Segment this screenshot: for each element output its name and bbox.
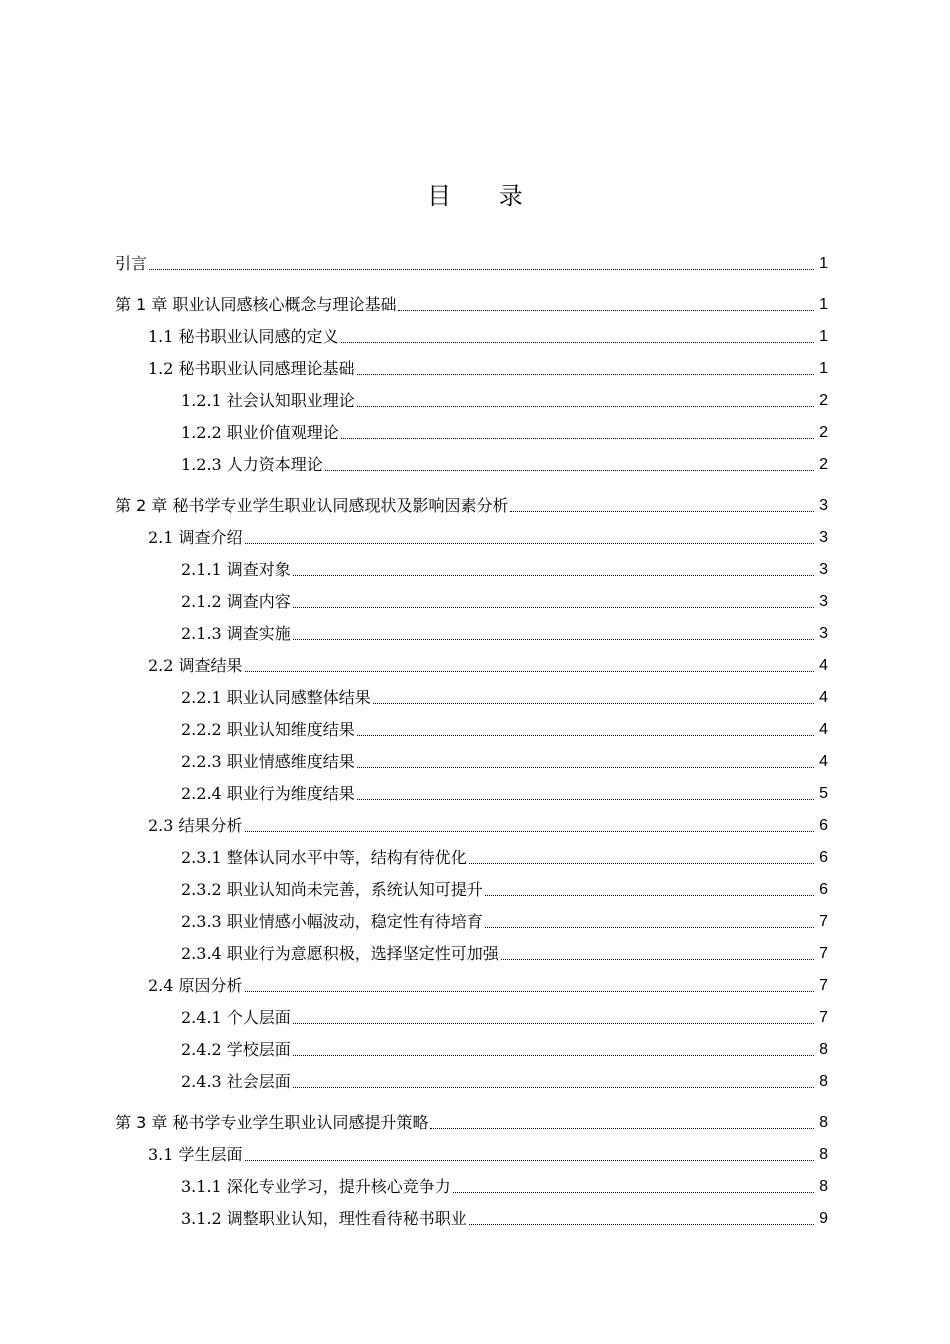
toc-entry-label: 2.4 原因分析 — [148, 976, 243, 995]
toc-entry[interactable] — [181, 843, 828, 869]
toc-entry-page-number: 2 — [819, 456, 828, 473]
toc-entry-label: 2.3 结果分析 — [148, 816, 243, 835]
toc-entry[interactable] — [148, 811, 828, 837]
toc-entry-label: 2.1.2 调查内容 — [181, 592, 291, 611]
toc-entry[interactable] — [148, 651, 828, 677]
toc-dot-leader — [293, 606, 814, 608]
toc-entry-page-number: 8 — [819, 1146, 828, 1163]
toc-dot-leader — [293, 1054, 814, 1056]
toc-entry-label: 2.4.3 社会层面 — [181, 1072, 291, 1091]
toc-entry-page-number: 4 — [819, 753, 828, 770]
toc-entry-page-number: 6 — [819, 881, 828, 898]
toc-entry-page-number: 8 — [819, 1073, 828, 1090]
toc-entry-label: 2.4.1 个人层面 — [181, 1008, 291, 1027]
toc-entry[interactable] — [148, 523, 828, 549]
toc-dot-leader — [453, 1191, 814, 1193]
toc-entry-label: 2.3.1 整体认同水平中等，结构有待优化 — [181, 848, 467, 867]
toc-entry-page-number: 7 — [819, 913, 828, 930]
toc-entry[interactable] — [181, 779, 828, 805]
toc-entry[interactable] — [148, 971, 828, 997]
toc-dot-leader — [469, 1223, 814, 1225]
toc-entry-label: 2.2.1 职业认同感整体结果 — [181, 688, 371, 707]
toc-entry-page-number: 1 — [819, 360, 828, 377]
toc-entry[interactable] — [181, 1003, 828, 1029]
toc-entry-label: 1.2.2 职业价值观理论 — [181, 423, 339, 442]
toc-dot-leader — [357, 373, 814, 375]
toc-entry-page-number: 6 — [819, 817, 828, 834]
toc-entry-label: 3.1 学生层面 — [148, 1145, 243, 1164]
toc-entry[interactable] — [181, 450, 828, 476]
toc-entry-label: 2.2 调查结果 — [148, 656, 243, 675]
toc-entry-label: 2.2.3 职业情感维度结果 — [181, 752, 355, 771]
toc-entry-label: 第 2 章 秘书学专业学生职业认同感现状及影响因素分析 — [115, 496, 509, 515]
toc-entry-page-number: 1 — [819, 255, 828, 272]
toc-entry-page-number: 4 — [819, 689, 828, 706]
toc-entry-page-number: 4 — [819, 721, 828, 738]
toc-entry-label: 引言 — [115, 254, 148, 273]
toc-entry-page-number: 5 — [819, 785, 828, 802]
toc-dot-leader — [430, 1127, 814, 1129]
toc-entry-page-number: 3 — [819, 593, 828, 610]
toc-entry[interactable] — [181, 1067, 828, 1093]
toc-dot-leader — [398, 309, 814, 311]
page-title: 目 录 — [427, 182, 543, 210]
toc-dot-leader — [293, 1022, 814, 1024]
toc-entry[interactable] — [115, 491, 828, 517]
toc-entry-label: 3.1.2 调整职业认知，理性看待秘书职业 — [181, 1209, 467, 1228]
toc-entry[interactable] — [181, 587, 828, 613]
toc-entry[interactable] — [148, 354, 828, 380]
toc-entry-label: 2.2.2 职业认知维度结果 — [181, 720, 355, 739]
toc-entry[interactable] — [181, 683, 828, 709]
toc-entry[interactable] — [148, 1140, 828, 1166]
toc-entry-label: 2.4.2 学校层面 — [181, 1040, 291, 1059]
toc-entry[interactable] — [181, 875, 828, 901]
toc-entry-label: 2.3.4 职业行为意愿积极，选择坚定性可加强 — [181, 944, 499, 963]
toc-dot-leader — [357, 734, 814, 736]
toc-entry-page-number: 7 — [819, 977, 828, 994]
toc-entry-page-number: 3 — [819, 625, 828, 642]
toc-dot-leader — [501, 958, 814, 960]
toc-dot-leader — [245, 542, 814, 544]
toc-entry[interactable] — [181, 715, 828, 741]
toc-entry-label: 2.3.2 职业认知尚未完善，系统认知可提升 — [181, 880, 483, 899]
toc-entry[interactable] — [181, 555, 828, 581]
toc-dot-leader — [357, 405, 814, 407]
toc-entry-label: 第 3 章 秘书学专业学生职业认同感提升策略 — [115, 1113, 429, 1132]
toc-dot-leader — [245, 1159, 814, 1161]
toc-entry[interactable] — [181, 619, 828, 645]
toc-entry-page-number: 2 — [819, 424, 828, 441]
toc-dot-leader — [293, 638, 814, 640]
toc-entry-label: 1.2 秘书职业认同感理论基础 — [148, 359, 355, 378]
toc-entry-page-number: 1 — [819, 296, 828, 313]
toc-entry-label: 第 1 章 职业认同感核心概念与理论基础 — [115, 295, 397, 314]
toc-entry-label: 2.2.4 职业行为维度结果 — [181, 784, 355, 803]
toc-dot-leader — [245, 990, 814, 992]
toc-dot-leader — [373, 702, 814, 704]
toc-dot-leader — [510, 510, 814, 512]
toc-entry-page-number: 8 — [819, 1041, 828, 1058]
toc-dot-leader — [245, 830, 814, 832]
toc-entry-page-number: 8 — [819, 1178, 828, 1195]
toc-dot-leader — [485, 894, 814, 896]
toc-entry-page-number: 2 — [819, 392, 828, 409]
toc-dot-leader — [245, 670, 814, 672]
toc-entry[interactable] — [115, 290, 828, 316]
toc-entry-page-number: 7 — [819, 1009, 828, 1026]
toc-dot-leader — [469, 862, 814, 864]
toc-dot-leader — [485, 926, 814, 928]
toc-entry[interactable] — [181, 939, 828, 965]
toc-dot-leader — [293, 1086, 814, 1088]
toc-dot-leader — [341, 437, 814, 439]
toc-entry-page-number: 7 — [819, 945, 828, 962]
toc-entry-label: 2.1.1 调查对象 — [181, 560, 291, 579]
toc-entry-page-number: 9 — [819, 1210, 828, 1227]
toc-dot-leader — [293, 574, 814, 576]
toc-entry-page-number: 3 — [819, 497, 828, 514]
toc-entry-page-number: 1 — [819, 328, 828, 345]
toc-entry-label: 2.1.3 调查实施 — [181, 624, 291, 643]
toc-entry[interactable] — [115, 1108, 828, 1134]
toc-entry-label: 1.2.1 社会认知职业理论 — [181, 391, 355, 410]
toc-entry-label: 2.1 调查介绍 — [148, 528, 243, 547]
toc-dot-leader — [325, 469, 814, 471]
toc-entry[interactable] — [181, 386, 828, 412]
toc-entry[interactable] — [115, 249, 828, 275]
toc-dot-leader — [341, 341, 814, 343]
toc-entry[interactable] — [181, 907, 828, 933]
toc-entry-page-number: 8 — [819, 1114, 828, 1131]
toc-dot-leader — [357, 798, 814, 800]
toc-entry[interactable] — [181, 1035, 828, 1061]
toc-entry-label: 1.1 秘书职业认同感的定义 — [148, 327, 339, 346]
toc-entry-page-number: 3 — [819, 529, 828, 546]
toc-entry-page-number: 4 — [819, 657, 828, 674]
toc-dot-leader — [149, 268, 814, 270]
toc-entry[interactable] — [148, 322, 828, 348]
toc-entry-label: 3.1.1 深化专业学习，提升核心竞争力 — [181, 1177, 451, 1196]
toc-entry-page-number: 3 — [819, 561, 828, 578]
toc-entry[interactable] — [181, 747, 828, 773]
toc-entry[interactable] — [181, 1204, 828, 1230]
toc-entry-label: 1.2.3 人力资本理论 — [181, 455, 323, 474]
toc-dot-leader — [357, 766, 814, 768]
toc-entry-label: 2.3.3 职业情感小幅波动，稳定性有待培育 — [181, 912, 483, 931]
toc-entry-page-number: 6 — [819, 849, 828, 866]
toc-entry[interactable] — [181, 1172, 828, 1198]
toc-entry[interactable] — [181, 418, 828, 444]
